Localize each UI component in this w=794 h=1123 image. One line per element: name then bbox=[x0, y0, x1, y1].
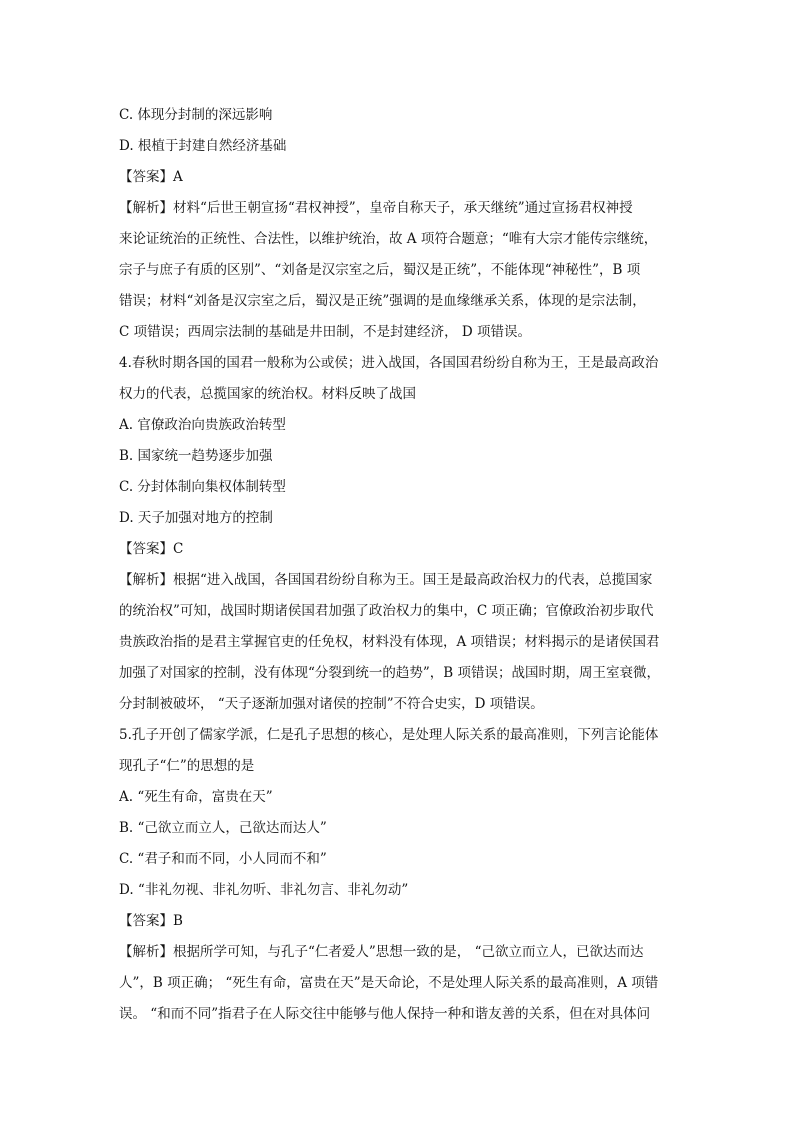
q5-analysis-line: 误。 “和而不同”指君子在人际交往中能够与他人保持一种和谐友善的关系，但在对具体问 bbox=[119, 1006, 651, 1022]
q4-analysis-line: 贵族政治指的是君主掌握官吏的任免权，材料没有体现，A 项错误；材料揭示的是诸侯国君 bbox=[119, 634, 660, 650]
q5-stem-line: 现孔子“仁”的思想的是 bbox=[119, 758, 255, 774]
q3-option-c: C. 体现分封制的深远影响 bbox=[119, 107, 273, 123]
q3-analysis-line: 错误；材料“刘备是汉宗室之后，蜀汉是正统”强调的是血缘继承关系，体现的是宗法制， bbox=[119, 293, 646, 309]
q4-analysis-line: 【解析】根据“进入战国，各国国君纷纷自称为王。国王是最高政治权力的代表，总揽国家 bbox=[119, 572, 653, 588]
q4-analysis-line: 加强了对国家的控制，没有体现“分裂到统一的趋势”，B 项错误；战国时期，周王室衰微， bbox=[119, 665, 661, 681]
q3-analysis-line: 来论证统治的正统性、合法性，以维护统治，故 A 项符合题意；“唯有大宗才能传宗继统， bbox=[119, 231, 658, 247]
q5-answer: 【答案】B bbox=[119, 913, 183, 929]
q5-option-d: D. “非礼勿视、非礼勿听、非礼勿言、非礼勿动” bbox=[119, 882, 409, 898]
q5-stem-line: 5.孔子开创了儒家学派，仁是孔子思想的核心，是处理人际关系的最高准则，下列言论能体 bbox=[119, 727, 659, 743]
q4-option-d: D. 天子加强对地方的控制 bbox=[119, 510, 273, 526]
document-page bbox=[119, 100, 679, 1030]
q4-analysis-line: 的统治权”可知，战国时期诸侯国君加强了政治权力的集中，C 项正确；官僚政治初步取代 bbox=[119, 603, 654, 619]
q4-stem-line: 权力的代表，总揽国家的统治权。材料反映了战国 bbox=[119, 386, 416, 402]
q3-analysis-line: 宗子与庶子有质的区别”、“刘备是汉宗室之后，蜀汉是正统”，不能体现“神秘性”，B 项 bbox=[119, 262, 641, 278]
q3-option-d: D. 根植于封建自然经济基础 bbox=[119, 138, 287, 154]
q4-analysis-line: 分封制被破坏， “天子逐渐加强对诸侯的控制”不符合史实，D 项错误。 bbox=[119, 696, 544, 712]
q4-option-b: B. 国家统一趋势逐步加强 bbox=[119, 448, 273, 464]
q4-option-a: A. 官僚政治向贵族政治转型 bbox=[119, 417, 286, 433]
q4-option-c: C. 分封体制向集权体制转型 bbox=[119, 479, 286, 495]
q4-stem-line: 4.春秋时期各国的国君一般称为公或侯；进入战国，各国国君纷纷自称为王，王是最高政治 bbox=[119, 355, 659, 371]
q3-answer: 【答案】A bbox=[119, 169, 183, 185]
q5-analysis-line: 人”，B 项正确； “死生有命，富贵在天”是天命论，不是处理人际关系的最高准则，A 项错 bbox=[119, 975, 659, 991]
q5-option-b: B. “己欲立而立人，己欲达而达人” bbox=[119, 820, 327, 836]
q3-analysis-line: C 项错误；西周宗法制的基础是井田制，不是封建经济， D 项错误。 bbox=[119, 324, 532, 340]
q4-answer: 【答案】C bbox=[119, 541, 184, 557]
q5-analysis-line: 【解析】根据所学可知，与孔子“仁者爱人”思想一致的是， “己欲立而立人，已欲达而达 bbox=[119, 944, 644, 960]
q3-analysis-line: 【解析】材料“后世王朝宣扬“君权神授”，皇帝自称天子，承天继统”通过宣扬君权神授 bbox=[119, 200, 633, 216]
q5-option-a: A. “死生有命，富贵在天” bbox=[119, 789, 273, 805]
q5-option-c: C. “君子和而不同，小人同而不和” bbox=[119, 851, 327, 867]
